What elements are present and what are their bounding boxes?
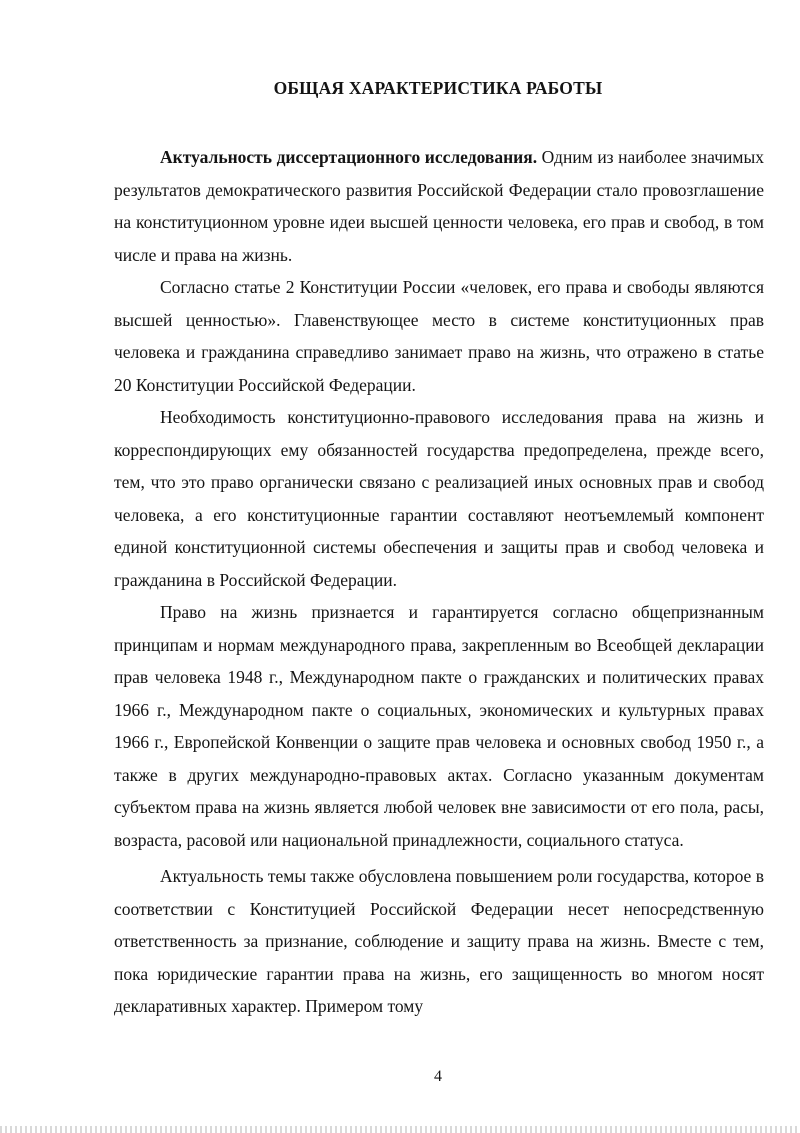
paragraph-international-law: Право на жизнь признается и гарантируется согласно общепризнанным принципам и нормам международного права, закрепленным во Всеобщей декларации прав человека 1948 г., Международном пакте о гражданских и политических правах 1966 г., Международном пакте о социальных, экономических и культурных правах 1966 г., Европейской Конвенции о защите прав человека и основных свобод 1950 г., а также в других международно-правовых актах. Согласно указанным документам субъектом права на жизнь является любой человек вне зависимости от его пола, расы, возраста, расовой или национальной принадлежности, социального статуса. — [114, 602, 764, 850]
body-text — [114, 141, 764, 1023]
paragraph-necessity: Необходимость конституционно-правового исследования права на жизнь и корреспондирующих ему обязанностей государства предопределена, прежде всего, тем, что это право органически связано с реализацией иных основных прав и свобод человека, а его конституционные гарантии составляют неотъемлемый компонент единой конституционной системы обеспечения и защиты прав и свобод человека и гражданина в Российской Федерации. — [114, 407, 764, 590]
page-number: 4 — [434, 1068, 442, 1085]
paragraph-relevance — [114, 141, 764, 271]
section-title: ОБЩАЯ ХАРАКТЕРИСТИКА РАБОТЫ — [273, 78, 603, 98]
paragraph-constitution-article-2: Согласно статье 2 Конституции России «человек, его права и свободы являются высшей ценностью». Главенствующее место в системе конституционных прав человека и гражданина справедливо занимает право на жизнь, что отражено в статье 20 Конституции Российской Федерации. — [114, 277, 764, 395]
paragraph-text: Одним из наиболее значимых результатов демократического развития Российской Федерации стало провозглашение на конституционном уровне идеи высшей ценности человека, его прав и свобод, в том числе и права на жизнь. — [114, 147, 764, 265]
paragraph-lead: Актуальность диссертационного исследования. — [160, 147, 538, 167]
scan-edge-artifact — [0, 1126, 800, 1133]
paragraph-state-role: Актуальность темы также обусловлена повышением роли государства, которое в соответствии с Конституцией Российской Федерации несет непосредственную ответственность за признание, соблюдение и защиту права на жизнь. Вместе с тем, пока юридические гарантии права на жизнь, его защищенность во многом носят декларативных характер. Примером тому — [114, 866, 764, 1016]
